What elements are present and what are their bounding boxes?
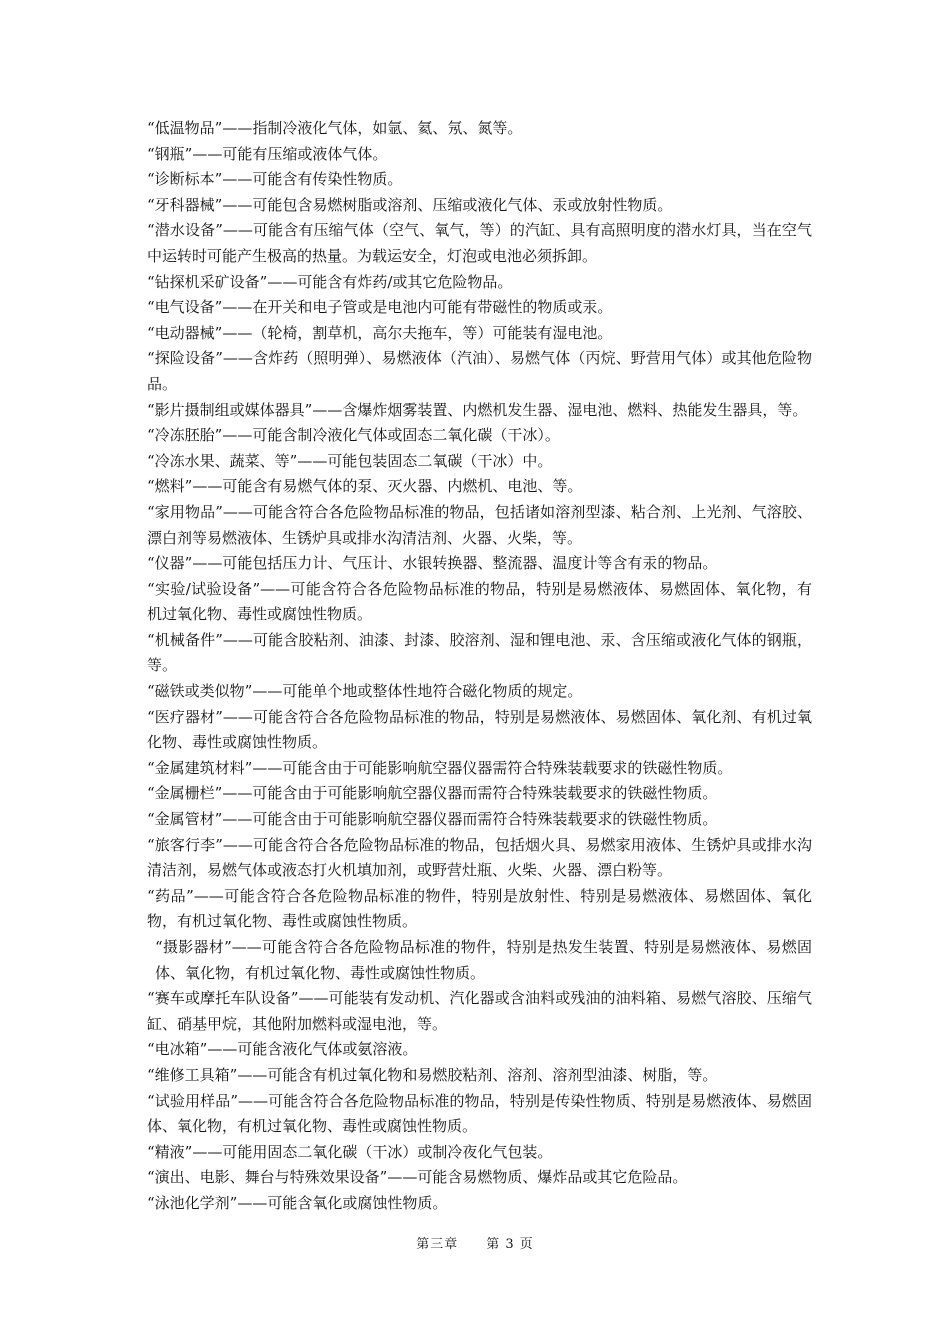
paragraph: “影片摄制组或媒体器具”——含爆炸烟雾装置、内燃机发生器、湿电池、燃料、热能发生器具，等。 [147,400,808,419]
paragraph: “泳池化学剂”——可能含氧化或腐蚀性物质。 [147,1193,448,1212]
page-footer [0,1233,950,1252]
paragraph: “金属建筑材料”——可能含由于可能影响航空器仪器需符合特殊装载要求的铁磁性物质。 [147,758,733,777]
paragraph: “燃料”——可能含有易燃气体的泵、灭火器、内燃机、电池、等。 [147,477,583,496]
paragraph: “维修工具箱”——可能含有机过氧化物和易燃胶粘剂、溶剂、溶剂型油漆、树脂，等。 [147,1065,718,1084]
paragraph: “家用物品”——可能含符合各危险物品标准的物品，包括诸如溶剂型漆、粘合剂、上光剂、气溶胶、漂白剂等易燃液体、生锈炉具或排水沟清洁剂、火器、火柴，等。 [147,502,812,547]
document-body [147,116,812,1217]
paragraph: “电动器械”——（轮椅，割草机，高尔夫拖车，等）可能装有湿电池。 [147,323,613,342]
footer-chapter: 第三章 [416,1237,459,1252]
paragraph: “金属管材”——可能含由于可能影响航空器仪器而需符合特殊装载要求的铁磁性物质。 [147,810,718,829]
paragraph: “潜水设备”——可能含有压缩气体（空气、氧气，等）的汽缸、具有高照明度的潜水灯具，当在空气中运转时可能产生极高的热量。为载运安全，灯泡或电池必须拆卸。 [147,221,812,265]
paragraph: “低温物品”——指制冷液化气体，如氩、氦、氖、氮等。 [147,119,523,137]
paragraph: “旅客行李”——可能含符合各危险物品标准的物品，包括烟火具、易燃家用液体、生锈炉具或排水沟清洁剂，易燃气体或液态打火机填加剂，或野营灶瓶、火柴、火器、漂白粉等。 [147,835,812,880]
paragraph: “仪器”——可能包括压力计、气压计、水银转换器、整流器、温度计等含有汞的物品。 [147,554,718,573]
paragraph: “钢瓶”——可能有压缩或液体气体。 [147,144,388,163]
paragraph: “牙科器械”——可能包含易燃树脂或溶剂、压缩或液化气体、汞或放射性物质。 [147,195,673,214]
paragraph: “精液”——可能用固态二氧化碳（干冰）或制冷夜化气包装。 [147,1142,553,1161]
paragraph: “探险设备”——含炸药（照明弹）、易燃液体（汽油）、易燃气体（丙烷、野营用气体）或其他危险物品。 [147,349,812,393]
paragraph: “药品”——可能含符合各危险物品标准的物件，特别是放射性、特别是易燃液体、易燃固体、氧化物，有机过氧化物、毒性或腐蚀性物质。 [147,886,812,931]
paragraph: “演出、电影、舞台与特殊效果设备”——可能含易燃物质、爆炸品或其它危险品。 [147,1168,688,1187]
paragraph: “冷冻水果、蔬菜、等”——可能包装固态二氧碳（干冰）中。 [147,451,553,470]
paragraph: “冷冻胚胎”——可能含制冷液化气体或固态二氧化碳（干冰）。 [147,426,560,445]
paragraph: “赛车或摩托车队设备”——可能装有发动机、汽化器或含油料或残油的油料箱、易燃气溶胶、压缩气缸、硝基甲烷，其他附加燃料或湿电池，等。 [147,989,812,1033]
paragraph: “诊断标本”——可能含有传染性物质。 [147,170,403,189]
paragraph: “实验/试验设备”——可能含符合各危险物品标准的物品，特别是易燃液体、易燃固体、氧化物，有机过氧化物、毒性或腐蚀性物质。 [147,579,812,624]
paragraph: “磁铁或类似物”——可能单个地或整体性地符合磁化物质的规定。 [147,682,583,701]
footer-page-number: 第 3 页 [486,1237,534,1252]
paragraph: “金属栅栏”——可能含由于可能影响航空器仪器而需符合特殊装载要求的铁磁性物质。 [147,784,718,803]
paragraph: “电冰箱”——可能含液化气体或氨溶液。 [147,1040,418,1059]
paragraph: “机械备件”——可能含胶粘剂、油漆、封漆、胶溶剂、湿和锂电池、汞、含压缩或液化气体的钢瓶，等。 [147,630,812,675]
paragraph: “试验用样品”——可能含符合各危险物品标准的物品，特别是传染性物质、特别是易燃液体、易燃固体、氧化物，有机过氧化物、毒性或腐蚀性物质。 [147,1091,812,1136]
paragraph: “钻探机采矿设备”——可能含有炸药/或其它危险物品。 [147,272,513,291]
paragraph: “摄影器材”——可能含符合各危险物品标准的物件，特别是热发生装置、特别是易燃液体、易燃固体、氧化物，有机过氧化物、毒性或腐蚀性物质。 [155,938,812,982]
paragraph: “医疗器材”——可能含符合各危险物品标准的物品，特别是易燃液体、易燃固体、氧化剂、有机过氧化物、毒性或腐蚀性物质。 [147,707,812,752]
paragraph: “电气设备”——在开关和电子管或是电池内可能有带磁性的物质或汞。 [147,298,613,317]
